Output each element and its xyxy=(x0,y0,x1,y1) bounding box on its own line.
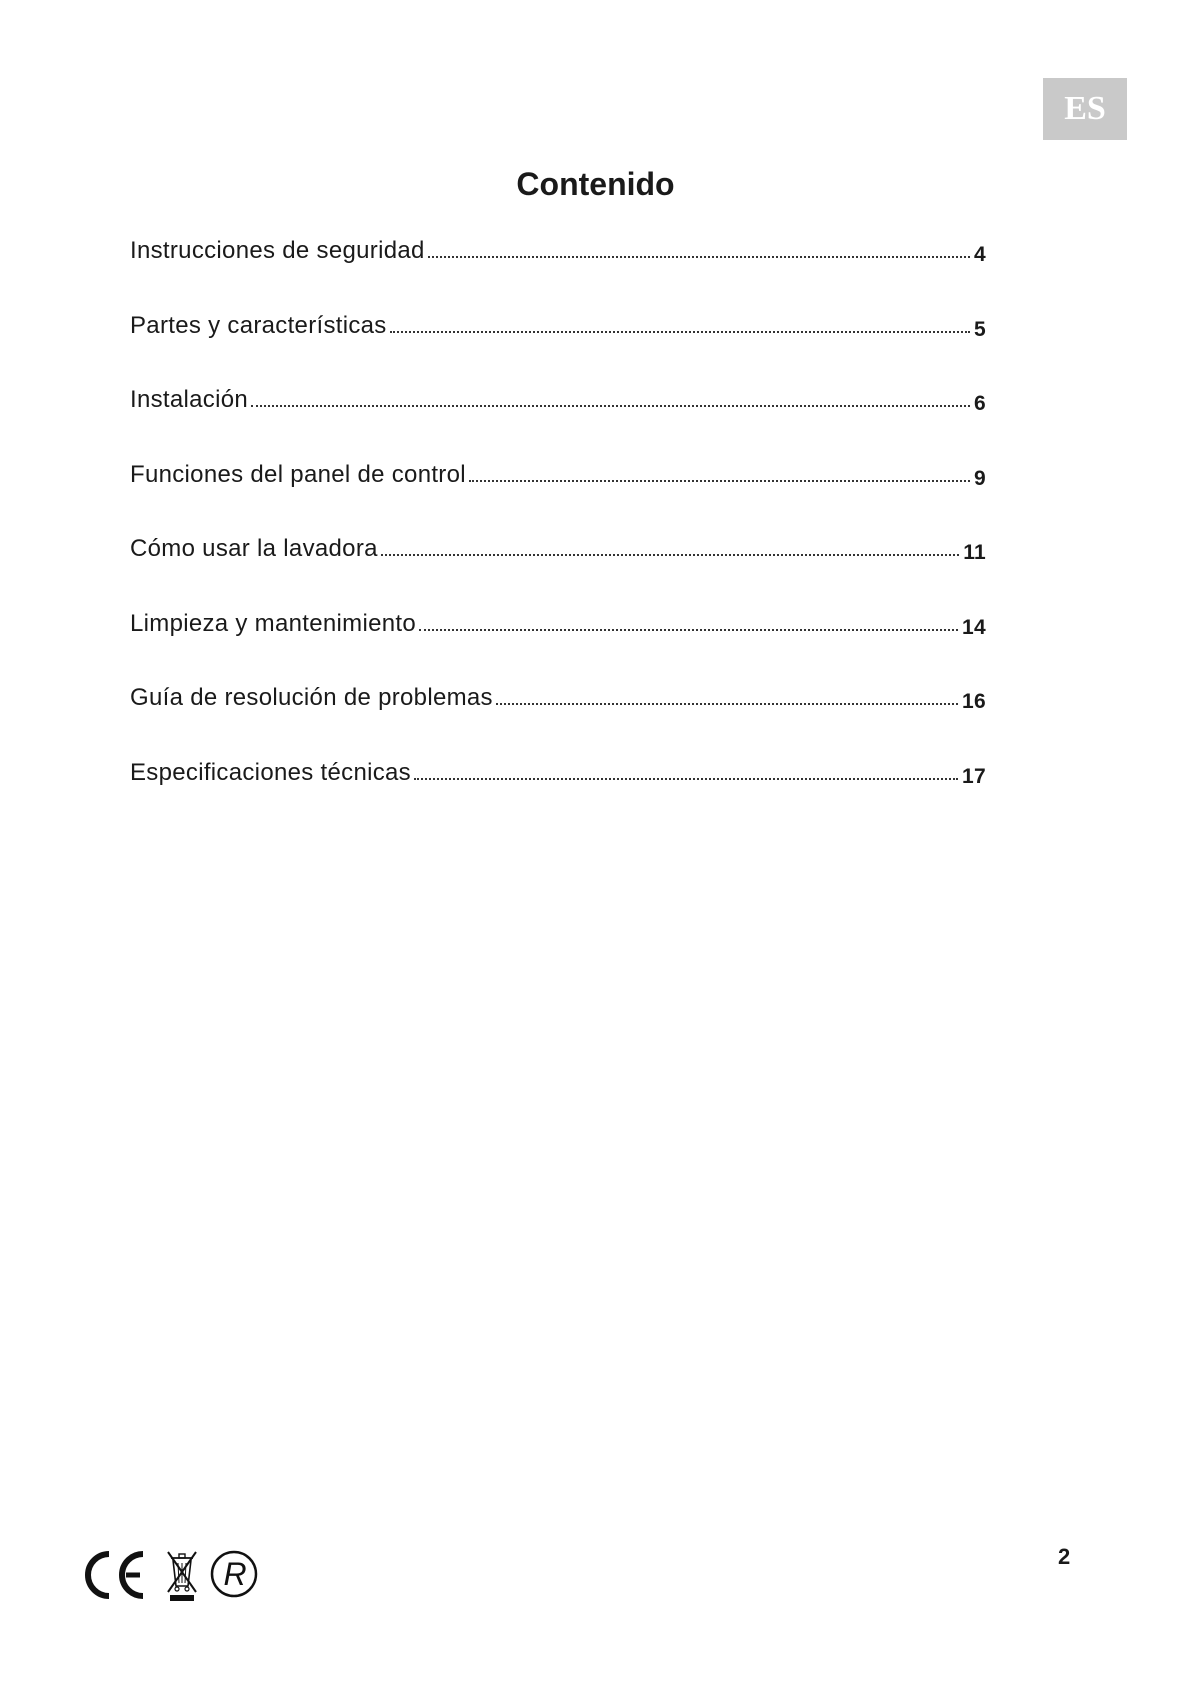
page-title: Contenido xyxy=(516,166,675,202)
toc-entry-instrucciones xyxy=(130,236,986,266)
toc-entry-title: Instalación xyxy=(130,386,249,413)
toc-entry-title: Limpieza y mantenimiento xyxy=(130,609,417,637)
toc-leader-dots xyxy=(390,331,970,333)
toc-entry-page: 16 xyxy=(962,690,986,713)
toc-entry-especificaciones xyxy=(130,758,986,788)
toc-entry-limpieza xyxy=(130,609,986,639)
weee-crossed-bin-icon xyxy=(165,1548,199,1602)
table-of-contents xyxy=(130,236,986,832)
toc-entry-page: 17 xyxy=(962,764,986,788)
toc-entry-guia-problemas xyxy=(130,683,986,713)
r-mark-icon xyxy=(208,1548,262,1602)
toc-entry-page: 14 xyxy=(962,615,986,639)
page-number: 2 xyxy=(1058,1544,1071,1569)
toc-entry-page: 4 xyxy=(974,243,986,266)
toc-entry-funciones xyxy=(130,460,986,490)
toc-entry-page: 6 xyxy=(974,392,986,415)
toc-entry-title: Funciones del panel de control xyxy=(130,460,466,488)
toc-leader-dots xyxy=(419,629,958,631)
toc-leader-dots xyxy=(428,256,970,258)
toc-leader-dots xyxy=(496,703,958,705)
toc-entry-title: Partes y características xyxy=(130,311,387,339)
toc-entry-partes xyxy=(130,311,986,341)
language-badge: ES xyxy=(1043,78,1127,140)
ce-mark-icon xyxy=(80,1548,146,1602)
toc-entry-page: 5 xyxy=(974,317,986,341)
toc-entry-como-usar xyxy=(130,534,986,564)
toc-entry-instalacion xyxy=(130,385,986,415)
toc-entry-title: Guía de resolución de problemas xyxy=(130,684,493,711)
toc-leader-dots xyxy=(469,480,970,482)
toc-entry-title: Instrucciones de seguridad xyxy=(130,237,425,264)
toc-leader-dots xyxy=(381,554,959,556)
toc-entry-title: Especificaciones técnicas xyxy=(130,758,411,786)
toc-entry-page: 11 xyxy=(963,541,986,564)
r-mark-letter: R xyxy=(223,1556,247,1592)
toc-entry-page: 9 xyxy=(974,466,986,490)
toc-entry-title: Cómo usar la lavadora xyxy=(130,535,378,562)
toc-leader-dots xyxy=(414,778,958,780)
toc-leader-dots xyxy=(251,405,970,407)
